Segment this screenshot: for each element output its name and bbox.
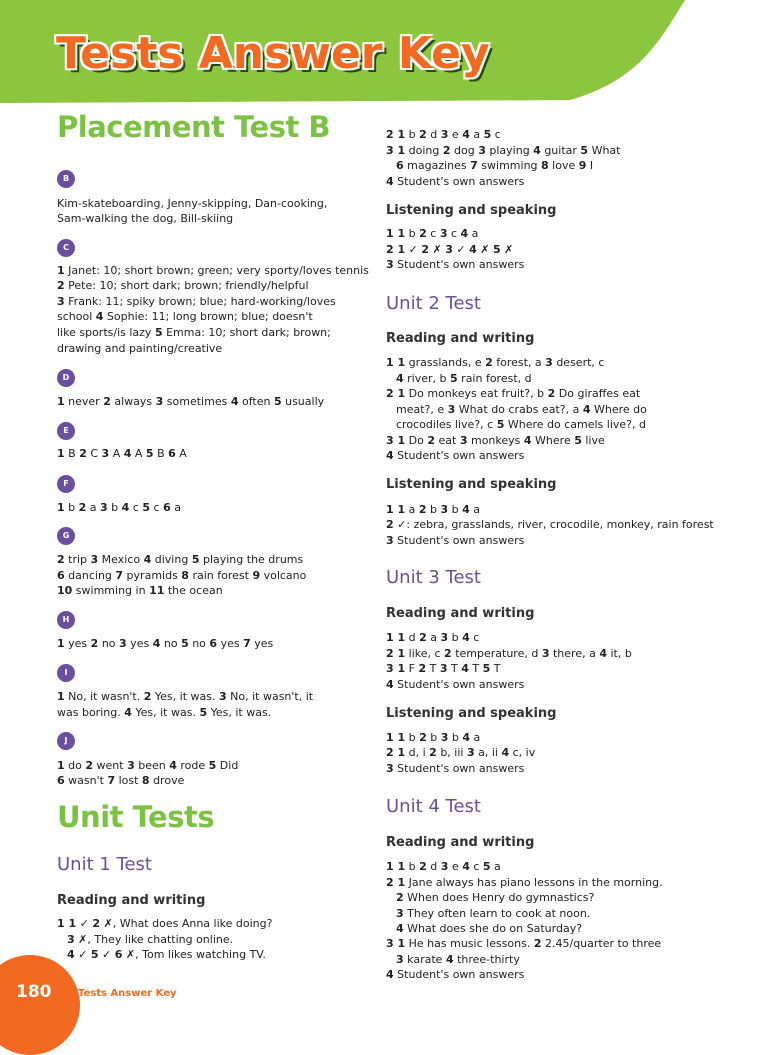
- text-line: crocodiles live?, c 5 Where do camels live?, d: [396, 418, 646, 431]
- page-number-circle: [0, 955, 80, 1055]
- text-line: school 4 Sophie: 11; long brown; blue; doesn't: [57, 310, 313, 323]
- badge-i: I: [57, 664, 75, 682]
- text-line: 1 never 2 always 3 sometimes 4 often 5 usually: [57, 395, 325, 408]
- text-line: 1 B 2 C 3 A 4 A 5 B 6 A: [57, 447, 187, 460]
- unit4-reading-writing-heading: Reading and writing: [386, 835, 535, 850]
- text-line: drawing and painting/creative: [57, 342, 223, 355]
- text-line: 1 1 grasslands, e 2 forest, a 3 desert, c: [386, 356, 605, 369]
- text-line: 6 dancing 7 pyramids 8 rain forest 9 volcano: [57, 569, 307, 582]
- text-line: 1 1 a 2 b 3 b 4 a: [386, 503, 481, 516]
- text-line: 3 Student's own answers: [386, 762, 525, 775]
- badge-h: H: [57, 611, 75, 629]
- text-line: 1 1 d 2 a 3 b 4 c: [386, 631, 480, 644]
- text-line: 3 ✗, They like chatting online.: [67, 933, 234, 946]
- text-line: 3 1 Do 2 eat 3 monkeys 4 Where 5 live: [386, 434, 605, 447]
- badge-f: F: [57, 475, 75, 493]
- text-line: 3 1 doing 2 dog 3 playing 4 guitar 5 What: [386, 144, 621, 157]
- unit3-listening-heading: Listening and speaking: [386, 706, 557, 721]
- text-line: 2 1 d, i 2 b, iii 3 a, ii 4 c, iv: [386, 746, 536, 759]
- text-line: 3 They often learn to cook at noon.: [396, 907, 591, 920]
- footer-label: Tests Answer Key: [78, 988, 177, 999]
- text-line: 1 1 b 2 c 3 c 4 a: [386, 227, 479, 240]
- unit1-reading-writing-heading: Reading and writing: [57, 893, 206, 908]
- text-line: meat?, e 3 What do crabs eat?, a 4 Where do: [396, 403, 647, 416]
- text-line: like sports/is lazy 5 Emma: 10; short dark; brown;: [57, 326, 331, 339]
- text-line: was boring. 4 Yes, it was. 5 Yes, it was.: [57, 706, 272, 719]
- placement-test-heading: Placement Test B: [57, 110, 331, 144]
- text-line: 6 wasn't 7 lost 8 drove: [57, 774, 185, 787]
- unit-tests-heading: Unit Tests: [57, 800, 215, 834]
- unit2-reading-writing-heading: Reading and writing: [386, 331, 535, 346]
- text-line: 2 1 Jane always has piano lessons in the morning.: [386, 876, 663, 889]
- unit1-listening-heading: Listening and speaking: [386, 203, 557, 218]
- text-line: 2 ✓: zebra, grasslands, river, crocodile, monkey, rain forest: [386, 518, 714, 531]
- unit2-heading: Unit 2 Test: [386, 293, 481, 314]
- text-line: 1 1 b 2 b 3 b 4 a: [386, 731, 481, 744]
- text-line: 2 When does Henry do gymnastics?: [396, 891, 595, 904]
- text-line: 1 yes 2 no 3 yes 4 no 5 no 6 yes 7 yes: [57, 637, 274, 650]
- text-line: 3 karate 4 three-thirty: [396, 953, 520, 966]
- page-title: Tests Answer Key: [56, 28, 490, 79]
- badge-c: C: [57, 239, 75, 257]
- text-line: 2 1 b 2 d 3 e 4 a 5 c: [386, 128, 501, 141]
- text-line: 4 Student's own answers: [386, 449, 525, 462]
- text-line: 1 do 2 went 3 been 4 rode 5 Did: [57, 759, 239, 772]
- badge-j: J: [57, 732, 75, 750]
- text-line: 4 Student's own answers: [386, 968, 525, 981]
- text-line: 2 1 Do monkeys eat fruit?, b 2 Do giraffes eat: [386, 387, 641, 400]
- text-line: 2 Pete: 10; short dark; brown; friendly/helpful: [57, 279, 309, 292]
- text-line: Kim-skateboarding, Jenny-skipping, Dan-cooking,: [57, 197, 328, 210]
- badge-e: E: [57, 422, 75, 440]
- text-line: 2 trip 3 Mexico 4 diving 5 playing the drums: [57, 553, 304, 566]
- unit4-heading: Unit 4 Test: [386, 796, 481, 817]
- text-line: 3 Student's own answers: [386, 258, 525, 271]
- text-line: 2 1 like, c 2 temperature, d 3 there, a 4 it, b: [386, 647, 632, 660]
- text-line: 1 b 2 a 3 b 4 c 5 c 6 a: [57, 501, 181, 514]
- text-line: Sam-walking the dog, Bill-skiing: [57, 212, 234, 225]
- text-line: 3 1 He has music lessons. 2 2.45/quarter to three: [386, 937, 662, 950]
- text-line: 1 Janet: 10; short brown; green; very sporty/loves tennis: [57, 264, 369, 277]
- text-line: 6 magazines 7 swimming 8 love 9 I: [396, 159, 594, 172]
- text-line: 3 Student's own answers: [386, 534, 525, 547]
- text-line: 1 No, it wasn't. 2 Yes, it was. 3 No, it wasn't, it: [57, 690, 314, 703]
- text-line: 4 What does she do on Saturday?: [396, 922, 583, 935]
- unit1-heading: Unit 1 Test: [57, 854, 152, 875]
- unit3-heading: Unit 3 Test: [386, 567, 481, 588]
- text-line: 4 Student's own answers: [386, 678, 525, 691]
- text-line: 1 1 b 2 d 3 e 4 c 5 a: [386, 860, 501, 873]
- unit2-listening-heading: Listening and speaking: [386, 477, 557, 492]
- badge-g: G: [57, 527, 75, 545]
- page-number: 180: [16, 982, 52, 1002]
- text-line: 10 swimming in 11 the ocean: [57, 584, 223, 597]
- text-line: 2 1 ✓ 2 ✗ 3 ✓ 4 ✗ 5 ✗: [386, 243, 514, 256]
- text-line: 3 Frank: 11; spiky brown; blue; hard-working/loves: [57, 295, 336, 308]
- text-line: 4 Student's own answers: [386, 175, 525, 188]
- badge-b: B: [57, 170, 75, 188]
- text-line: 4 river, b 5 rain forest, d: [396, 372, 532, 385]
- text-line: 3 1 F 2 T 3 T 4 T 5 T: [386, 662, 501, 675]
- unit3-reading-writing-heading: Reading and writing: [386, 606, 535, 621]
- text-line: 4 ✓ 5 ✓ 6 ✗, Tom likes watching TV.: [67, 948, 266, 961]
- text-line: 1 1 ✓ 2 ✗, What does Anna like doing?: [57, 917, 273, 930]
- badge-d: D: [57, 369, 75, 387]
